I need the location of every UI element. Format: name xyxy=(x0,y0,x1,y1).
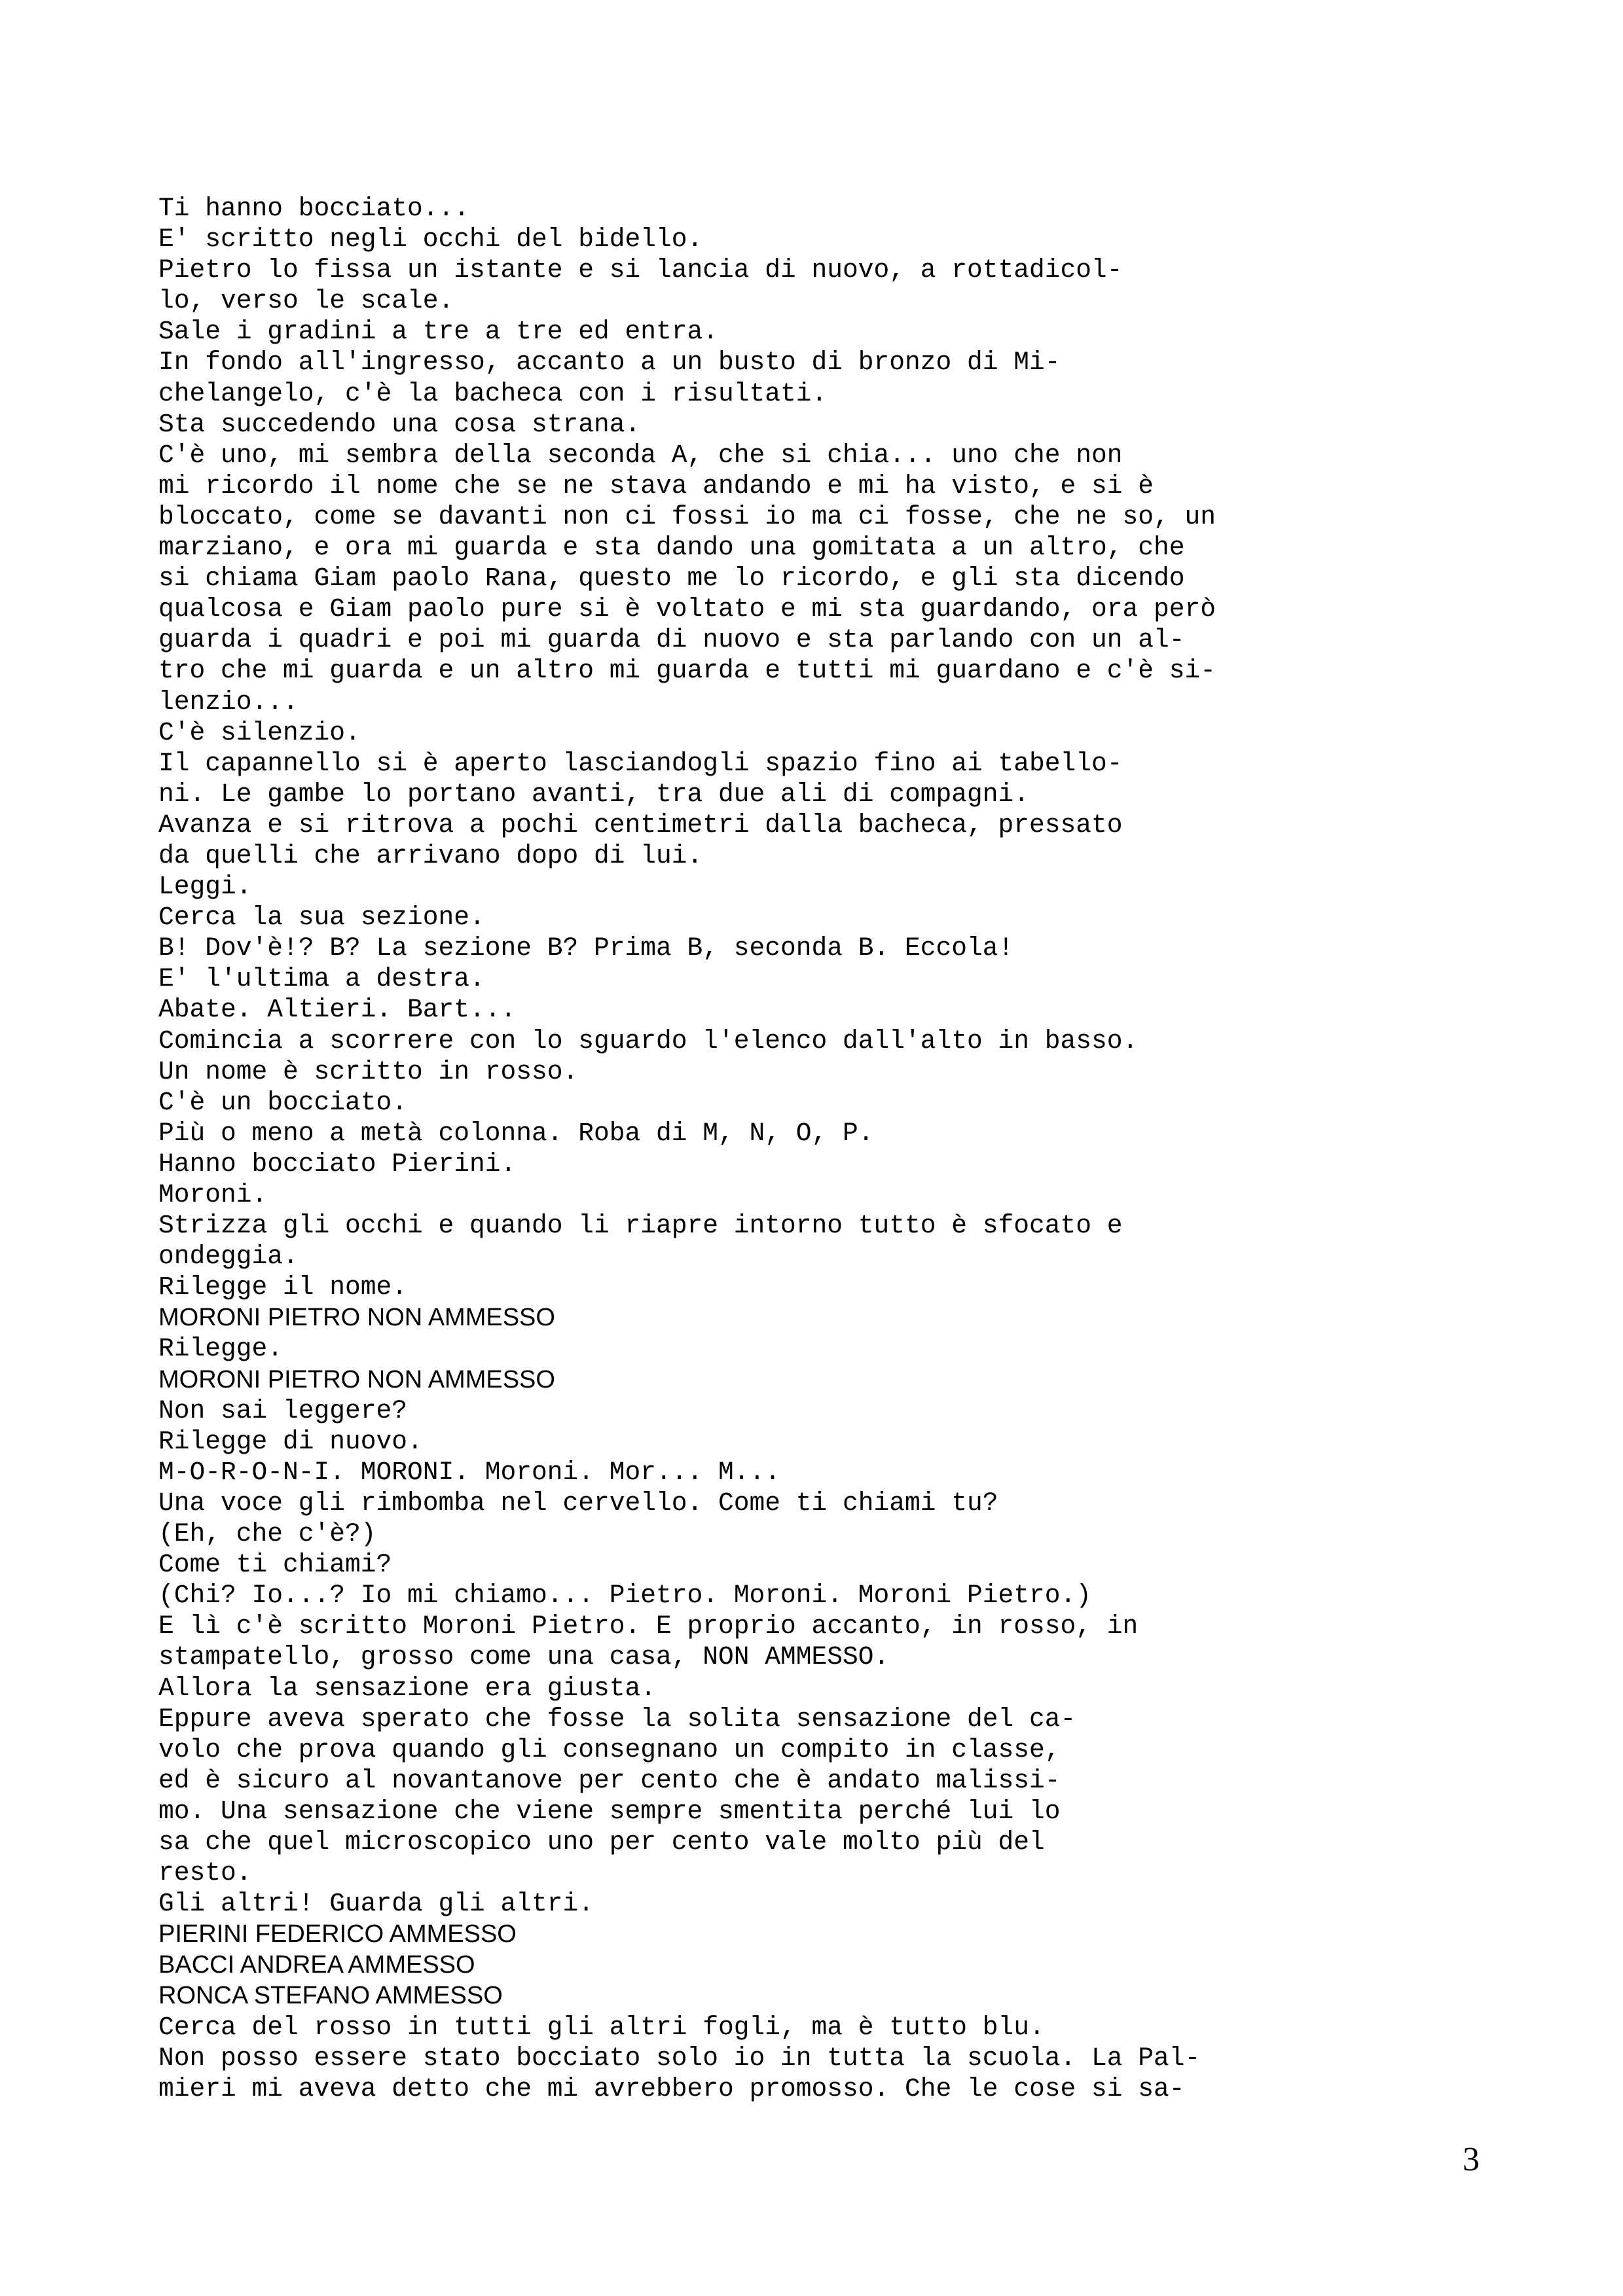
text-line: stampatello, grosso come una casa, NON AMMESSO. xyxy=(158,1642,890,1672)
text-line: (Eh, che c'è?) xyxy=(158,1519,376,1549)
text-line: Cerca del rosso in tutti gli altri fogli, ma è tutto blu. xyxy=(158,2012,1045,2042)
text-line: mi ricordo il nome che se ne stava andando e mi ha visto, e si è xyxy=(158,471,1154,501)
text-line: E lì c'è scritto Moroni Pietro. E proprio accanto, in rosso, in xyxy=(158,1611,1139,1641)
text-line: lenzio... xyxy=(158,687,299,717)
text-line: Abate. Altieri. Bart... xyxy=(158,995,517,1025)
body-text xyxy=(158,193,1455,2104)
text-line: Eppure aveva sperato che fosse la solita sensazione del ca- xyxy=(158,1704,1076,1734)
text-line: Comincia a scorrere con lo sguardo l'elenco dall'alto in basso. xyxy=(158,1026,1139,1056)
text-line: resto. xyxy=(158,1858,252,1888)
text-line: MORONI PIETRO NON AMMESSO xyxy=(158,1304,555,1332)
text-line: tro che mi guarda e un altro mi guarda e tutti mi guardano e c'è si- xyxy=(158,656,1216,686)
text-line: Moroni. xyxy=(158,1180,268,1210)
text-line: Il capannello si è aperto lasciandogli spazio fino ai tabello- xyxy=(158,748,1123,778)
text-line: bloccato, come se davanti non ci fossi io ma ci fosse, che ne so, un xyxy=(158,501,1216,531)
text-line: MORONI PIETRO NON AMMESSO xyxy=(158,1365,555,1393)
text-line: mieri mi aveva detto che mi avrebbero promosso. Che le cose si sa- xyxy=(158,2073,1185,2104)
text-line: PIERINI FEDERICO AMMESSO xyxy=(158,1920,517,1948)
text-line: In fondo all'ingresso, accanto a un busto di bronzo di Mi- xyxy=(158,348,1061,378)
text-line: sa che quel microscopico uno per cento vale molto più del xyxy=(158,1827,1045,1857)
text-line: Rilegge di nuovo. xyxy=(158,1426,423,1456)
text-line: marziano, e ora mi guarda e sta dando una gomitata a un altro, che xyxy=(158,533,1185,563)
text-line: Leggi. xyxy=(158,872,252,902)
text-line: ondeggia. xyxy=(158,1242,299,1272)
text-line: Allora la sensazione era giusta. xyxy=(158,1673,657,1703)
text-line: Rilegge. xyxy=(158,1334,283,1364)
text-line: Non sai leggere? xyxy=(158,1395,408,1426)
text-line: Avanza e si ritrova a pochi centimetri dalla bacheca, pressato xyxy=(158,810,1123,840)
text-line: E' l'ultima a destra. xyxy=(158,964,485,994)
text-line: guarda i quadri e poi mi guarda di nuovo e sta parlando con un al- xyxy=(158,625,1185,655)
text-line: Ti hanno bocciato... xyxy=(158,194,470,223)
text-line: Strizza gli occhi e quando li riapre intorno tutto è sfocato e xyxy=(158,1211,1123,1241)
text-line: ed è sicuro al novantanove per cento che è andato malissi- xyxy=(158,1765,1061,1795)
text-line: volo che prova quando gli consegnano un compito in classe, xyxy=(158,1734,1061,1765)
text-line: si chiama Giam paolo Rana, questo me lo ricordo, e gli sta dicendo xyxy=(158,564,1185,594)
text-line: ni. Le gambe lo portano avanti, tra due ali di compagni. xyxy=(158,779,1030,809)
text-line: B! Dov'è!? B? La sezione B? Prima B, seconda B. Eccola! xyxy=(158,933,1014,963)
text-line: qualcosa e Giam paolo pure si è voltato e mi sta guardando, ora però xyxy=(158,594,1216,624)
text-line: (Chi? Io...? Io mi chiamo... Pietro. Moroni. Moroni Pietro.) xyxy=(158,1581,1092,1611)
text-line: lo, verso le scale. xyxy=(158,286,454,316)
text-line: Hanno bocciato Pierini. xyxy=(158,1149,517,1179)
text-line: Non posso essere stato bocciato solo io in tutta la scuola. La Pal- xyxy=(158,2043,1201,2073)
text-line: Pietro lo fissa un istante e si lancia di nuovo, a rottadicol- xyxy=(158,255,1123,285)
text-line: Gli altri! Guarda gli altri. xyxy=(158,1889,594,1919)
text-line: C'è uno, mi sembra della seconda A, che si chia... uno che non xyxy=(158,440,1123,470)
text-line: Come ti chiami? xyxy=(158,1550,392,1580)
text-line: chelangelo, c'è la bacheca con i risultati. xyxy=(158,378,828,408)
text-line: Un nome è scritto in rosso. xyxy=(158,1056,579,1086)
text-line: E' scritto negli occhi del bidello. xyxy=(158,224,703,255)
text-line: Sale i gradini a tre a tre ed entra. xyxy=(158,317,719,347)
text-line: Sta succedendo una cosa strana. xyxy=(158,409,641,439)
text-line: da quelli che arrivano dopo di lui. xyxy=(158,840,703,870)
text-line: mo. Una sensazione che viene sempre smentita perché lui lo xyxy=(158,1796,1061,1826)
text-line: Una voce gli rimbomba nel cervello. Come ti chiami tu? xyxy=(158,1488,998,1518)
text-line: C'è silenzio. xyxy=(158,717,361,747)
text-line: M-O-R-O-N-I. MORONI. Moroni. Mor... M... xyxy=(158,1457,781,1487)
text-line: Più o meno a metà colonna. Roba di M, N, O, P. xyxy=(158,1118,874,1148)
text-line: RONCA STEFANO AMMESSO xyxy=(158,1982,503,2010)
text-line: Cerca la sua sezione. xyxy=(158,903,485,933)
text-line: BACCI ANDREA AMMESSO xyxy=(158,1951,475,1979)
text-line: Rilegge il nome. xyxy=(158,1272,408,1302)
text-line: C'è un bocciato. xyxy=(158,1087,408,1117)
page-number: 3 xyxy=(1463,2141,1480,2178)
